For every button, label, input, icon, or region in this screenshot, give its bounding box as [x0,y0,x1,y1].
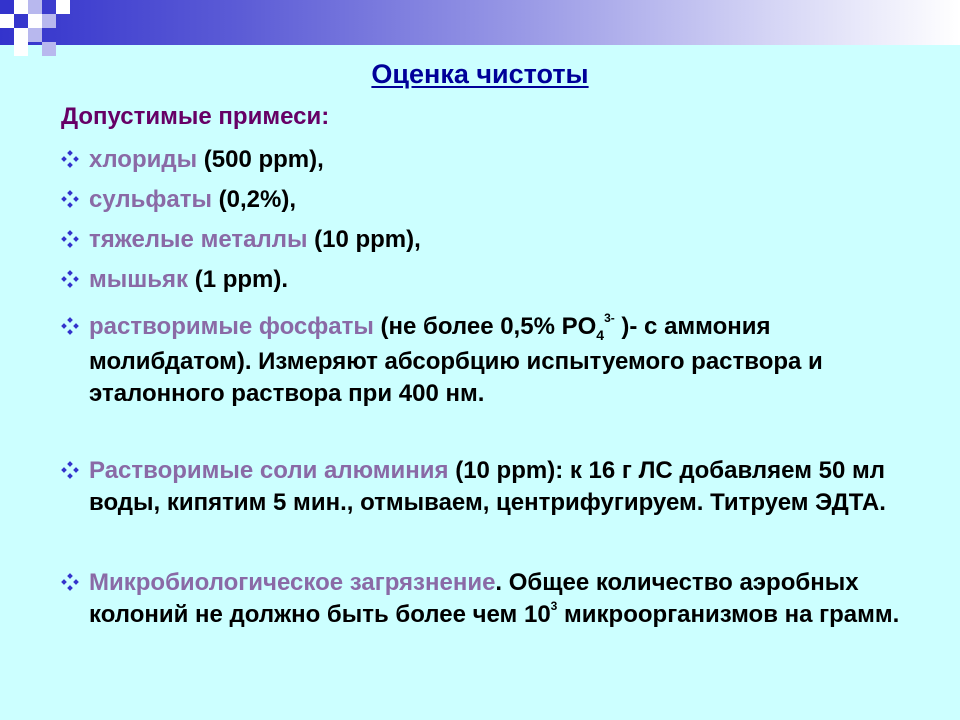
item-text: )- с аммония молибдатом). Измеряют абсорбцию испытуемого раствора и эталонного раствора при 400 нм. [89,313,823,407]
item-highlight: Микробиологическое загрязнение [89,569,496,596]
item-text: (10 ppm): к 16 г ЛС добавляем 50 мл воды, кипятим 5 мин., отмываем, центрифугируем. Титруем ЭДТА. [89,457,886,516]
subscript: 4 [596,327,605,343]
item-highlight: Растворимые соли алюминия [89,457,449,484]
item-text: (10 ppm), [307,226,421,253]
diamond-bullet-icon [61,573,81,593]
item-text: (500 ppm), [197,146,324,173]
decor-square [42,14,56,28]
slide-subtitle: Допустимые примеси: [61,103,330,130]
item-highlight: хлориды [89,146,198,173]
superscript: 3- [604,311,615,325]
diamond-bullet-icon [61,270,81,290]
item-highlight: тяжелые металлы [89,226,308,253]
decor-square [56,0,70,14]
list-item-phosphates [89,311,899,410]
list-item-arsenic [89,264,949,296]
item-text: . Общее количество аэробных колоний не должно быть более чем 10 [89,569,859,628]
decor-square [28,0,42,14]
decor-square [14,0,28,14]
item-highlight: мышьяк [89,266,189,293]
decor-square [28,28,42,42]
list-item-chlorides [89,144,949,176]
list-item-heavy-metals [89,224,949,256]
diamond-bullet-icon [61,230,81,250]
item-highlight: растворимые фосфаты [89,313,374,340]
item-text: микроорганизмов на грамм. [557,601,900,628]
decor-square [14,42,28,56]
superscript: 3 [550,599,558,613]
item-highlight: сульфаты [89,186,212,213]
decor-square [14,28,28,42]
diamond-bullet-icon [61,461,81,481]
list-item-sulfates [89,184,949,216]
diamond-bullet-icon [61,190,81,210]
slide-title: Оценка чистоты [371,59,589,89]
top-gradient-band [0,0,960,45]
item-text: (не более 0,5% PO [373,313,597,340]
decor-square [28,14,42,28]
decor-square [0,0,14,14]
list-item-microbiological [89,567,949,634]
diamond-bullet-icon [61,317,81,337]
list-item-aluminium-salts [89,455,919,519]
item-text: (0,2%), [211,186,297,213]
decor-square [42,42,56,56]
diamond-bullet-icon [61,150,81,170]
item-text: (1 ppm). [188,266,289,293]
decor-square [0,14,14,28]
